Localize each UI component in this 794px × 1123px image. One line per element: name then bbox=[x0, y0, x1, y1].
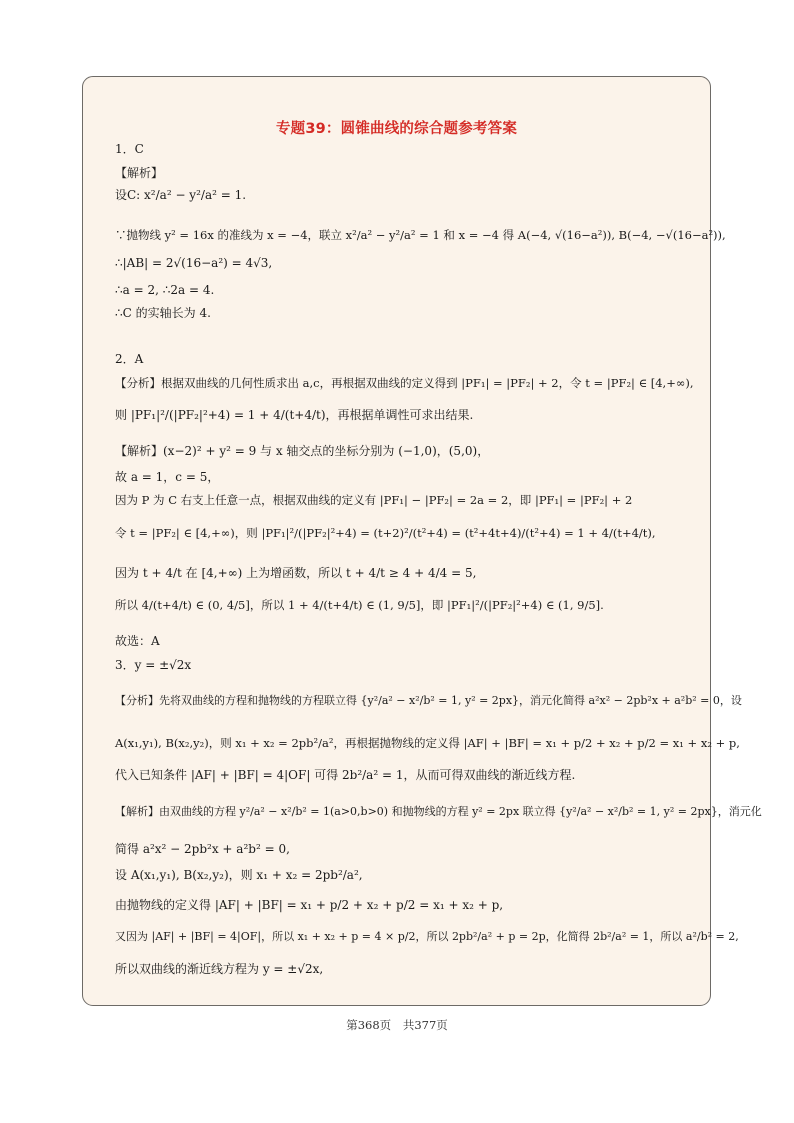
p2-jiexi2: 故 a = 1，c = 5， bbox=[115, 470, 220, 484]
page-title: 专题39：圆锥曲线的综合题参考答案 bbox=[275, 121, 518, 137]
p2-jiexi1: 【解析】(x−2)² + y² = 9 与 x 轴交点的坐标分别为 (−1,0)，(5,0)， bbox=[115, 444, 490, 458]
p1-answer: 1．C bbox=[115, 142, 144, 156]
p2-jiexi6: 所以 4/(t+4/t) ∈ (0, 4/5]，所以 1 + 4/(t+4/t) ∈ (1, 9/5]，即 |PF₁|²/(|PF₂|²+4) ∈ (1, 9/5]. bbox=[115, 598, 604, 612]
p1-line3: ∴|AB| = 2√(16−a²) = 4√3, bbox=[115, 256, 273, 270]
p2-jiexi5: 因为 t + 4/t 在 [4,+∞) 上为增函数，所以 t + 4/t ≥ 4 + 4/4 = 5, bbox=[115, 566, 477, 580]
p3-fenxi2: A(x₁,y₁), B(x₂,y₂)，则 x₁ + x₂ = 2pb²/a²，再根据抛物线的定义得 |AF| + |BF| = x₁ + p/2 + x₂ + p/2 = x₁ + x₂ + p, bbox=[115, 736, 740, 750]
p3-jiexi1: 【解析】由双曲线的方程 y²/a² − x²/b² = 1(a>0,b>0) 和抛物线的方程 y² = 2px 联立得 {y²/a² − x²/b² = 1, y² = 2px}，消元化 bbox=[115, 805, 762, 818]
p3-jiexi2: 简得 a²x² − 2pb²x + a²b² = 0, bbox=[115, 842, 290, 856]
p2-choose: 故选：A bbox=[115, 634, 160, 648]
p2-fenxi2: 则 |PF₁|²/(|PF₂|²+4) = 1 + 4/(t+4/t)，再根据单调性可求出结果. bbox=[115, 408, 474, 422]
answer-card bbox=[82, 76, 762, 1006]
p3-jiexi5: 又因为 |AF| + |BF| = 4|OF|，所以 x₁ + x₂ + p = 4 × p/2，所以 2pb²/a² + p = 2p，化简得 2b²/a² = 1，所以 a²/b² = 2, bbox=[115, 930, 739, 943]
p1-line5: ∴C 的实轴长为 4. bbox=[115, 306, 211, 320]
p2-jiexi3: 因为 P 为 C 右支上任意一点，根据双曲线的定义有 |PF₁| − |PF₂| = 2a = 2，即 |PF₁| = |PF₂| + 2 bbox=[115, 493, 633, 507]
total-pages: 共377页 bbox=[402, 1018, 448, 1032]
p3-jiexi6: 所以双曲线的渐近线方程为 y = ±√2x, bbox=[115, 962, 324, 976]
p3-jiexi4: 由抛物线的定义得 |AF| + |BF| = x₁ + p/2 + x₂ + p/2 = x₁ + x₂ + p, bbox=[115, 898, 504, 912]
page-footer bbox=[0, 1017, 794, 1033]
p1-setup: 设C: x²/a² − y²/a² = 1. bbox=[115, 188, 247, 202]
p1-analysis-label: 【解析】 bbox=[115, 166, 164, 180]
p2-fenxi1: 【分析】根据双曲线的几何性质求出 a,c，再根据双曲线的定义得到 |PF₁| = |PF₂| + 2，令 t = |PF₂| ∈ [4,+∞), bbox=[115, 376, 694, 390]
p1-line2: ∵抛物线 y² = 16x 的准线为 x = −4，联立 x²/a² − y²/a² = 1 和 x = −4 得 A(−4, √(16−a²)), B(−4, −√(16−a²)), bbox=[115, 228, 726, 242]
p3-jiexi3: 设 A(x₁,y₁), B(x₂,y₂)，则 x₁ + x₂ = 2pb²/a², bbox=[115, 868, 363, 882]
p1-line4: ∴a = 2, ∴2a = 4. bbox=[115, 283, 215, 297]
page-number: 第368页 bbox=[346, 1018, 392, 1032]
p3-answer: 3．y = ±√2x bbox=[115, 658, 192, 672]
p2-answer: 2．A bbox=[115, 352, 144, 366]
p3-fenxi3: 代入已知条件 |AF| + |BF| = 4|OF| 可得 2b²/a² = 1，从而可得双曲线的渐近线方程. bbox=[115, 768, 576, 782]
p2-jiexi4: 令 t = |PF₂| ∈ [4,+∞)，则 |PF₁|²/(|PF₂|²+4) = (t+2)²/(t²+4) = (t²+4t+4)/(t²+4) = 1 + 4/(t+4/t), bbox=[115, 526, 656, 540]
p3-fenxi1: 【分析】先将双曲线的方程和抛物线的方程联立得 {y²/a² − x²/b² = 1, y² = 2px}，消元化简得 a²x² − 2pb²x + a²b² = 0，设 bbox=[115, 694, 742, 707]
